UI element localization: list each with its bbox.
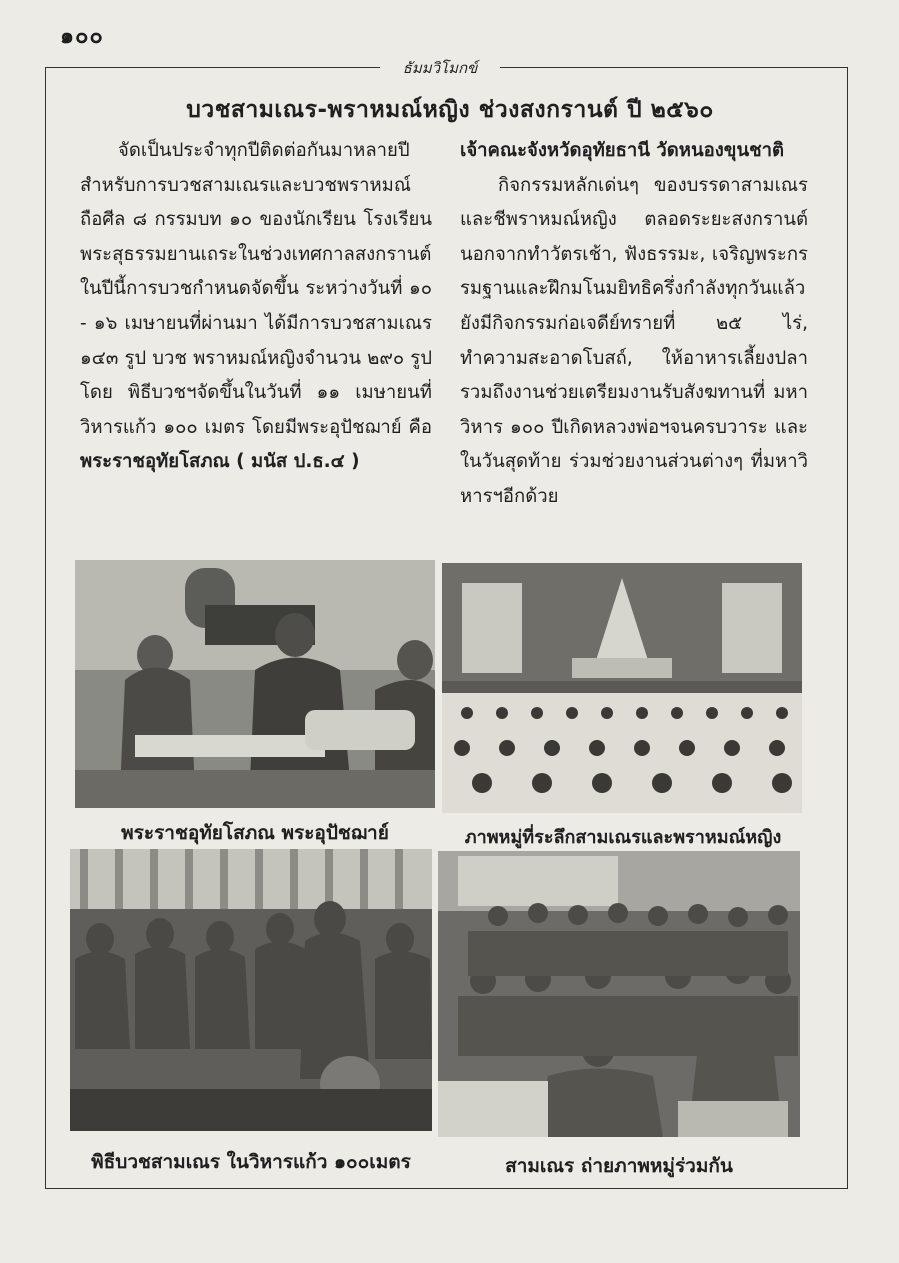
caption-preceptor: พระราชอุทัยโสภณ พระอุปัชฌาย์ <box>121 822 389 844</box>
photo-preceptor-image <box>75 560 435 808</box>
caption-ordination: พิธีบวชสามเณร ในวิหารแก้ว ๑๐๐เมตร <box>91 1151 411 1173</box>
right-subhead: เจ้าคณะจังหวัดอุทัยธานี วัดหนองขุนชาติ <box>460 140 785 161</box>
photo-preceptor <box>75 560 435 808</box>
left-column <box>80 134 432 480</box>
photo-novices-group-image <box>438 851 800 1137</box>
caption-group-brahmin: ภาพหมู่ที่ระลึกสามเณรและพราหมณ์หญิง <box>464 827 782 848</box>
photo-ordination <box>70 849 432 1131</box>
caption-novices-group: สามเณร ถ่ายภาพหมู่ร่วมกัน <box>505 1155 733 1177</box>
article-title: บวชสามเณร-พราหมณ์หญิง ช่วงสงกรานต์ ปี ๒๕๖๐ <box>186 97 714 123</box>
right-column <box>460 134 808 515</box>
photo-group-brahmin-image <box>442 563 802 813</box>
photo-novices-group <box>438 851 800 1137</box>
left-paragraph <box>80 134 432 480</box>
running-head: ธัมมวิโมกข์ <box>380 56 500 80</box>
preceptor-name: พระราชอุทัยโสภณ ( มนัส ป.ธ.๔ ) <box>80 451 360 473</box>
left-paragraph-text: จัดเป็นประจำทุกปีติดต่อกันมาหลายปี สำหรับการบวชสามเณรและบวชพราหมณ์ ถือศีล ๘ กรรมบท ๑๐ ของนักเรียน โรงเรียนพระสุธรรมยานเถระในช่วงเทศกาลสงกรานต์ ในปีนี้การบวชกำหนดจัดขึ้น ระหว่างวันที่ ๑๐ - ๑๖ เมษายนที่ผ่านมา ได้มีการบวชสามเณร ๑๔๓ รูป บวช พราหมณ์หญิงจำนวน ๒๙๐ รูป โดย พิธีบวชฯจัดขึ้นในวันที่ ๑๑ เมษายนที่ วิหารแก้ว ๑๐๐ เมตร โดยมีพระอุปัชฌาย์ คือ <box>80 140 432 438</box>
photo-ordination-image <box>70 849 432 1131</box>
right-paragraph: กิจกรรมหลักเด่นๆ ของบรรดาสามเณรและชีพราหมณ์หญิง ตลอดระยะสงกรานต์ นอกจากทำวัตรเช้า, ฟังธรรมะ, เจริญพระกรรมฐานและฝึกมโนมยิทธิครึ่งกำลังทุกวันแล้ว ยังมีกิจกรรมก่อเจดีย์ทรายที่ ๒๕ ไร่, ทำความสะอาดโบสถ์, ให้อาหารเลี้ยงปลา รวมถึงงานช่วยเตรียมงานรับสังฆทานที่ มหาวิหาร ๑๐๐ ปีเกิดหลวงพ่อฯจนครบวาระ และในวันสุดท้าย ร่วมช่วยงานส่วนต่างๆ ที่มหาวิหารฯอีกด้วย <box>460 174 808 507</box>
page-number: ๑๐๐ <box>60 24 104 49</box>
photo-group-brahmin <box>442 563 802 813</box>
